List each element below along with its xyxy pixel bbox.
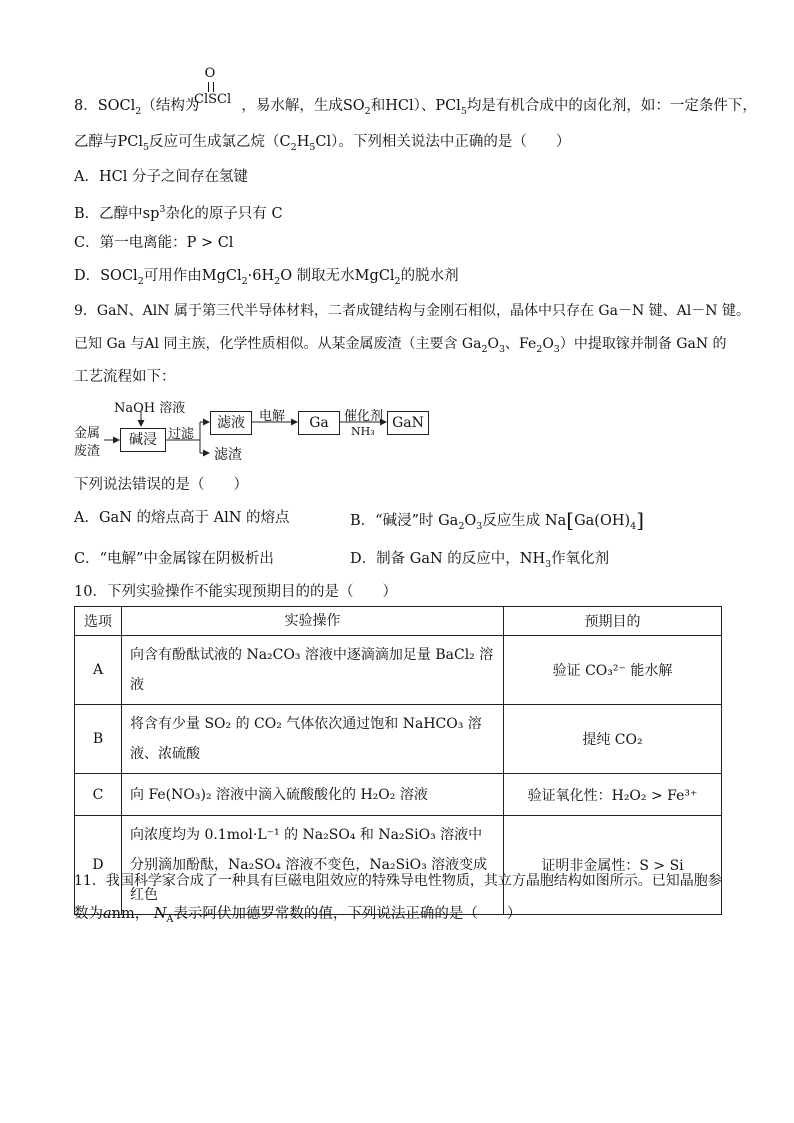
sub: 2 <box>137 275 144 287</box>
q9-text: 作氧化剂 <box>551 551 610 567</box>
q8-text: ·6H <box>247 268 275 284</box>
q8-text: 和HCl）、PCl <box>370 98 461 114</box>
sub: 3 <box>476 520 483 532</box>
sub: 5 <box>309 141 316 153</box>
flow-box-gan: GaN <box>387 411 429 435</box>
table-header-row <box>75 607 722 636</box>
header-operation: 实验操作 <box>122 607 504 636</box>
q9-text: 、Fe <box>505 336 537 352</box>
cell-option: B <box>75 705 122 774</box>
sub: 4 <box>630 520 637 532</box>
q8-text: D．SOCl <box>74 268 138 284</box>
q9-line1: 9．GaN、AlN 属于第三代半导体材料，二者成键结构与金刚石相似，晶体中只存在 Ga－N 键、Al－N 键。 <box>74 303 750 319</box>
lattice-param: a <box>103 906 112 922</box>
q8-text: 杂化的原子只有 C <box>165 205 283 222</box>
header-goal: 预期目的 <box>504 607 722 636</box>
sub: 2 <box>481 343 488 355</box>
q9-line3: 工艺流程如下： <box>74 369 176 385</box>
flow-raw-2: 废渣 <box>74 444 101 459</box>
flow-box-ga: Ga <box>298 411 340 435</box>
sub: 5 <box>460 105 467 117</box>
cell-goal: 验证氧化性：H₂O₂ > Fe³⁺ <box>504 774 722 816</box>
table-row <box>75 636 722 705</box>
q11-text: 数为 <box>74 906 103 922</box>
q8-text: 均是有机合成中的卤化剂，如：一定条件下， <box>466 98 757 114</box>
experiment-table <box>74 606 722 915</box>
q8-text: 8．SOCl <box>74 98 136 114</box>
flow-op-filter: 过滤 <box>168 427 195 442</box>
flow-nh3: NH₃ <box>351 425 375 438</box>
flow-box-filtrate: 滤液 <box>210 411 252 435</box>
cell-option: D <box>75 816 122 915</box>
q11-text: nm， <box>111 906 150 922</box>
cell-operation: 向 Fe(NO₃)₂ 溶液中滴入硫酸酸化的 H₂O₂ 溶液 <box>122 774 504 816</box>
q8-text: Cl）。下列相关说法中正确的是（ ） <box>315 134 571 150</box>
q9-option-d <box>350 548 609 576</box>
q8-text: H <box>296 134 310 150</box>
struct-bottom: ClSCl <box>194 92 232 107</box>
flow-catalyst: 催化剂 <box>344 409 384 424</box>
q8-text: （结构为 <box>141 98 200 114</box>
q9-text: O <box>487 336 499 352</box>
flow-box-leach: 碱浸 <box>120 428 166 452</box>
q11-text: 表示阿伏加德罗常数的值，下列说法正确的是（ ） <box>173 906 522 922</box>
sub: 3 <box>553 343 560 355</box>
sub: 2 <box>135 105 142 117</box>
q8-option-a: A．HCl 分子之间存在氢键 <box>74 169 248 185</box>
sub: 2 <box>364 105 371 117</box>
q9-text: Ga(OH) <box>574 513 631 529</box>
cell-option: C <box>75 774 122 816</box>
q9-text: 反应生成 Na <box>482 513 567 529</box>
flow-raw-1: 金属 <box>74 426 101 441</box>
bracket-left: [ <box>566 508 575 532</box>
cell-operation: 将含有少量 SO₂ 的 CO₂ 气体依次通过饱和 NaHCO₃ 溶液、浓硫酸 <box>122 705 504 774</box>
cell-operation: 向浓度均为 0.1mol·L⁻¹ 的 Na₂SO₄ 和 Na₂SiO₃ 溶液中分别滴加酚酞，Na₂SO₄ 溶液不变色，Na₂SiO₃ 溶液变成红色 <box>122 816 504 915</box>
sub: 2 <box>394 275 401 287</box>
avogadro-symbol: N <box>153 906 167 922</box>
cell-goal: 验证 CO₃²⁻ 能水解 <box>504 636 722 705</box>
sub: 2 <box>536 343 543 355</box>
cell-goal: 证明非金属性：S > Si <box>504 816 722 915</box>
flow-op-electrolysis: 电解 <box>259 409 286 424</box>
sub: 3 <box>498 343 506 355</box>
q9-text: D．制备 GaN 的反应中，NH <box>350 551 546 567</box>
sup: 3 <box>159 204 166 215</box>
header-option: 选项 <box>75 607 122 636</box>
sub: 5 <box>143 141 150 153</box>
flow-reagent: NaOH 溶液 <box>114 401 186 416</box>
q9-option-a: A．GaN 的熔点高于 AlN 的熔点 <box>74 510 290 526</box>
q9-option-b <box>350 507 644 538</box>
q8-text: O 制取无水MgCl <box>280 268 395 284</box>
sub: 2 <box>241 275 248 287</box>
q9-text: 已知 Ga 与Al 同主族，化学性质相似。从某金属废渣（主要含 Ga <box>74 336 482 352</box>
q9-text: ）中提取镓并制备 GaN 的 <box>559 336 727 352</box>
cell-option: A <box>75 636 122 705</box>
q10-stem: 10．下列实验操作不能实现预期目的的是（ ） <box>74 584 397 600</box>
table-row <box>75 774 722 816</box>
cell-goal: 提纯 CO₂ <box>504 705 722 774</box>
table-row <box>75 816 722 915</box>
q8-text: B．乙醇中sp <box>74 205 160 222</box>
q8-option-c: C．第一电离能：P > Cl <box>74 235 234 251</box>
q8-text: 的脱水剂 <box>400 268 459 284</box>
struct-oxygen: O <box>204 66 216 81</box>
q9-text: O <box>464 513 477 529</box>
q9-text: B．“碱浸”时 Ga <box>350 513 459 529</box>
sub: 2 <box>274 275 281 287</box>
sub: 2 <box>458 520 465 532</box>
sub: 2 <box>290 141 297 153</box>
q9-stem: 下列说法错误的是（ ） <box>74 477 248 493</box>
sub: 3 <box>545 558 552 570</box>
q11-line2 <box>74 903 521 931</box>
sub: A <box>166 913 174 925</box>
bracket-right: ] <box>636 508 645 532</box>
q8-text: 可用作由MgCl <box>143 268 242 284</box>
q8-text: 乙醇与PCl <box>74 134 143 150</box>
q9-text: O <box>542 336 554 352</box>
q8-text: 反应可生成氯乙烷（C <box>149 134 291 150</box>
q11-line1: 11．我国科学家合成了一种具有巨磁电阻效应的特殊导电性物质，其立方晶胞结构如图所示。已知晶胞参 <box>74 873 722 889</box>
q9-option-c: C．“电解”中金属镓在阴极析出 <box>74 551 274 567</box>
cell-operation: 向含有酚酞试液的 Na₂CO₃ 溶液中逐滴滴加足量 BaCl₂ 溶液 <box>122 636 504 705</box>
table-row <box>75 705 722 774</box>
flow-residue: 滤渣 <box>214 447 242 463</box>
q8-text: ，易水解，生成SO <box>241 98 365 114</box>
